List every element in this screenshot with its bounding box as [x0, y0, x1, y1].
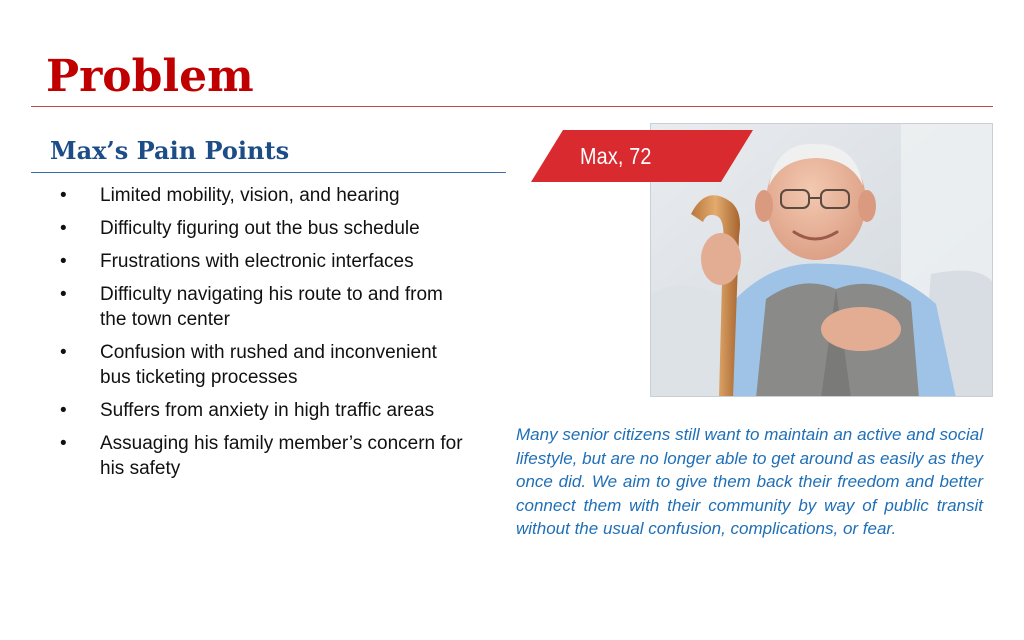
bullet-icon: • [60, 433, 67, 454]
bullet-icon: • [60, 218, 67, 239]
bullet-icon: • [60, 342, 67, 363]
list-item [60, 431, 470, 481]
persona-caption: Many senior citizens still want to maintain an active and social lifestyle, but are no longer able to get around as easily as they once did. We aim to give them back their freedom and better connect them with their community by way of public transit without the usual confusion, complications, or fear. [516, 425, 983, 539]
list-item [60, 398, 470, 423]
subtitle-divider [31, 172, 506, 173]
pain-point-text: Confusion with rushed and inconvenient bus ticketing processes [100, 342, 437, 388]
bullet-icon: • [60, 400, 67, 421]
list-item [60, 249, 470, 274]
title-divider [31, 106, 993, 107]
pain-point-text: Frustrations with electronic interfaces [100, 251, 414, 272]
persona-label: Max, 72 [580, 143, 652, 169]
list-item [60, 216, 470, 241]
pain-point-text: Assuaging his family member’s concern for his safety [100, 433, 463, 479]
pain-points-list [60, 183, 470, 489]
section-subtitle: Max’s Pain Points [50, 136, 290, 165]
bullet-icon: • [60, 284, 67, 305]
pain-point-text: Limited mobility, vision, and hearing [100, 185, 400, 206]
bullet-icon: • [60, 251, 67, 272]
bullet-icon: • [60, 185, 67, 206]
pain-point-text: Suffers from anxiety in high traffic areas [100, 400, 435, 421]
slide-title: Problem [46, 51, 254, 102]
list-item [60, 282, 470, 332]
pain-point-text: Difficulty figuring out the bus schedule [100, 218, 420, 239]
list-item [60, 340, 470, 390]
pain-point-text: Difficulty navigating his route to and from the town center [100, 284, 443, 330]
list-item [60, 183, 470, 208]
